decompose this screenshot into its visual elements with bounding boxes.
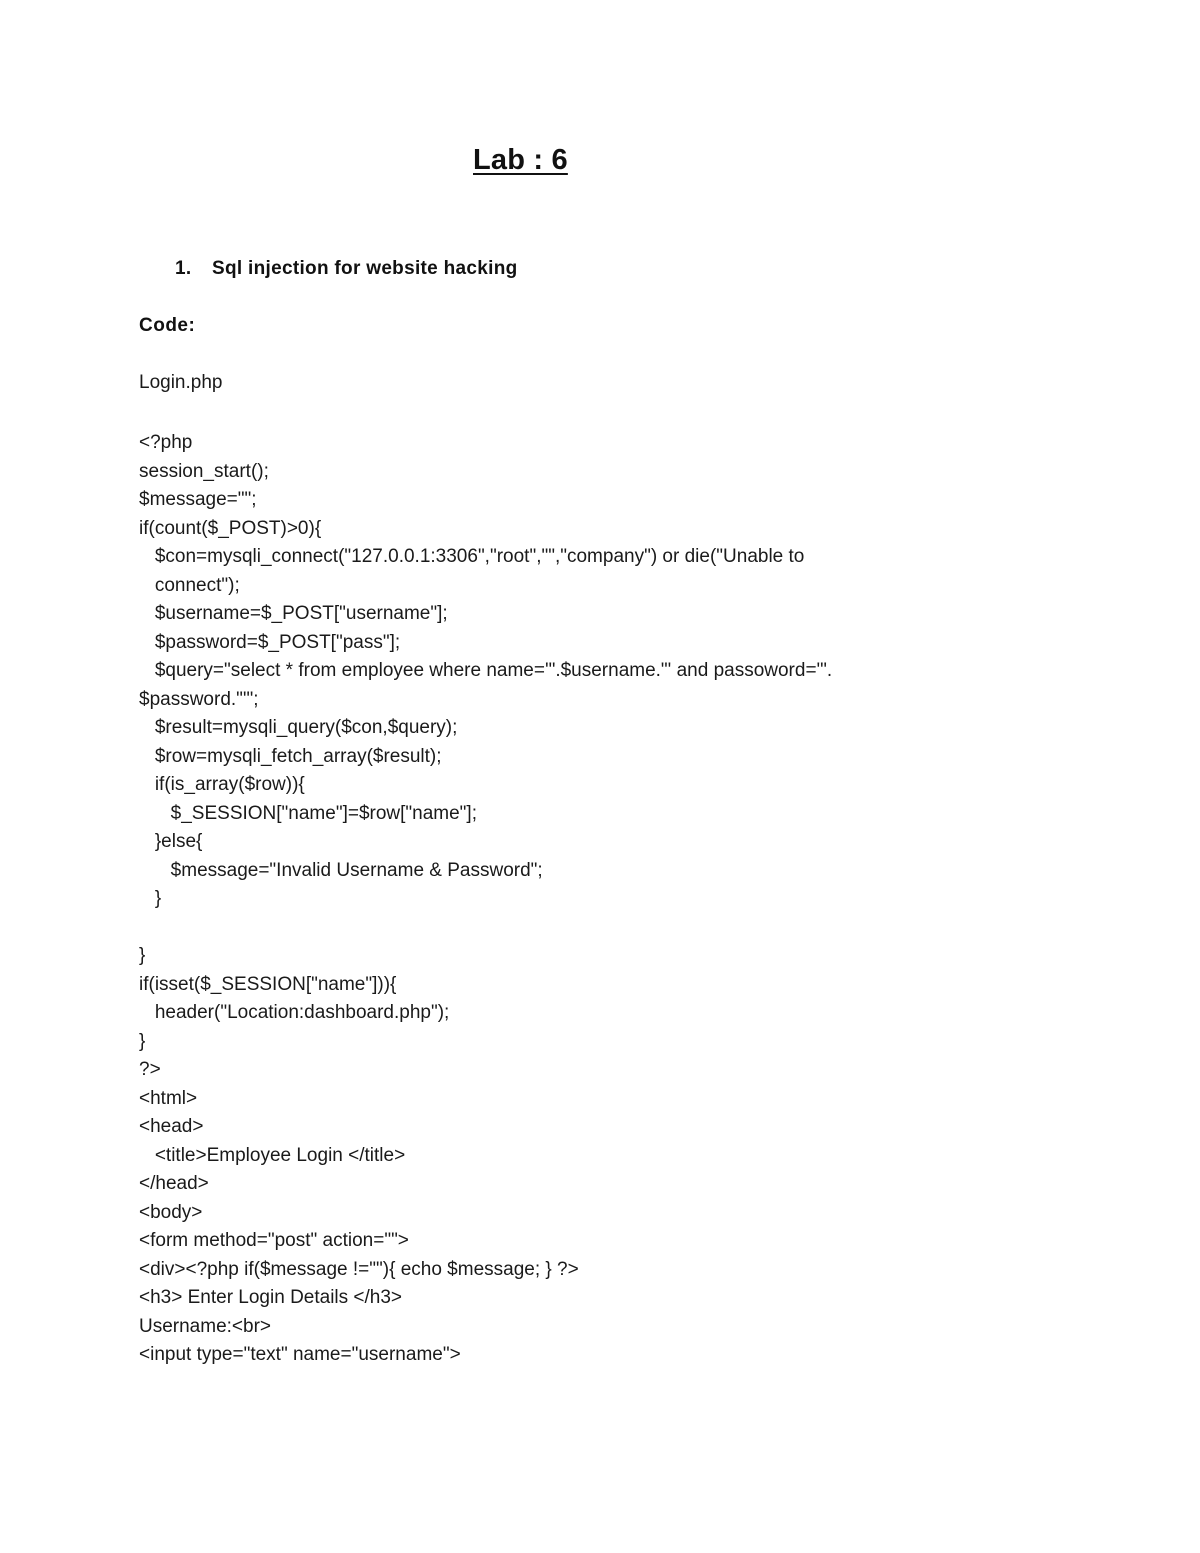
section-heading — [175, 258, 518, 280]
code-line: $row=mysqli_fetch_array($result); — [139, 745, 442, 767]
code-line: $_SESSION["name"]=$row["name"]; — [139, 802, 477, 824]
code-line: $username=$_POST["username"]; — [139, 603, 448, 624]
code-line: <form method="post" action=""> — [139, 1230, 409, 1251]
code-label: Code: — [139, 315, 196, 336]
code-line: $message="Invalid Username & Password"; — [139, 859, 543, 881]
code-line: if(is_array($row)){ — [139, 774, 305, 795]
code-line: $message=""; — [139, 489, 257, 510]
code-line: $query="select * from employee where name='".$username."' and passoword='". — [139, 660, 833, 681]
code-line: $password=$_POST["pass"]; — [139, 631, 401, 653]
code-line: if(count($_POST)>0){ — [139, 517, 322, 539]
code-line: $con=mysqli_connect("127.0.0.1:3306","root","","company") or die("Unable to — [139, 546, 805, 567]
filename-label: Login.php — [139, 372, 223, 393]
code-line: <input type="text" name="username"> — [139, 1344, 461, 1365]
page-title: Lab : 6 — [473, 144, 568, 176]
code-line: } — [139, 945, 146, 966]
code-block — [139, 429, 1039, 1370]
code-line: <div><?php if($message !=""){ echo $message; } ?> — [139, 1258, 579, 1280]
code-line: } — [139, 1030, 146, 1052]
code-line: } — [139, 888, 162, 909]
code-line: if(isset($_SESSION["name"])){ — [139, 973, 397, 995]
code-line: ?> — [139, 1059, 161, 1080]
code-line: Username:<br> — [139, 1315, 272, 1337]
section-heading-text: Sql injection for website hacking — [212, 258, 518, 279]
code-line: </head> — [139, 1173, 209, 1194]
code-line: connect"); — [139, 574, 240, 596]
code-line: <html> — [139, 1087, 198, 1109]
code-line-blank — [139, 914, 1039, 943]
section-number: 1. — [175, 258, 192, 279]
code-line: header("Location:dashboard.php"); — [139, 1002, 450, 1023]
code-line: session_start(); — [139, 460, 269, 482]
code-line: <body> — [139, 1201, 203, 1223]
code-line: }else{ — [139, 831, 203, 852]
code-line: $result=mysqli_query($con,$query); — [139, 717, 458, 738]
code-line: <title>Employee Login </title> — [139, 1144, 406, 1166]
code-line: <head> — [139, 1116, 204, 1137]
code-line: <h3> Enter Login Details </h3> — [139, 1287, 403, 1308]
code-line: $password."'"; — [139, 688, 259, 710]
code-line: <?php — [139, 432, 193, 453]
